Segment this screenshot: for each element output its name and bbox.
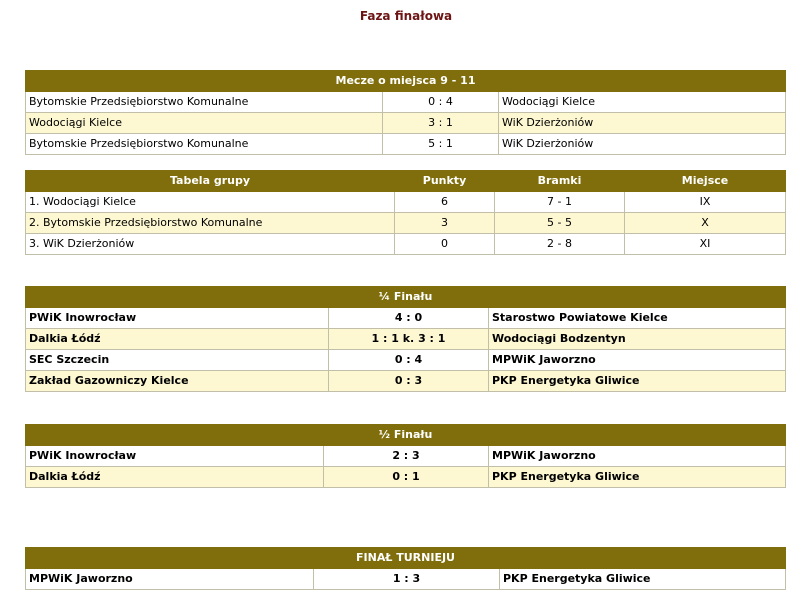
table-row — [26, 113, 786, 134]
team-name: 2. Bytomskie Przedsiębiorstwo Komunalne — [26, 213, 395, 234]
table-row — [26, 213, 786, 234]
match-score: 5 : 1 — [383, 134, 499, 155]
team-name: 3. WiK Dzierżoniów — [26, 234, 395, 255]
team-place: XI — [625, 234, 786, 255]
team-place: X — [625, 213, 786, 234]
away-team: PKP Energetyka Gliwice — [489, 467, 786, 488]
home-team: Zakład Gazowniczy Kielce — [26, 371, 329, 392]
team-points: 0 — [395, 234, 495, 255]
table-row — [26, 371, 786, 392]
team-goals: 7 - 1 — [495, 192, 625, 213]
match-score: 2 : 3 — [324, 446, 489, 467]
away-team: MPWiK Jaworzno — [489, 446, 786, 467]
home-team: Wodociągi Kielce — [26, 113, 383, 134]
home-team: Bytomskie Przedsiębiorstwo Komunalne — [26, 92, 383, 113]
home-team: MPWiK Jaworzno — [26, 569, 314, 590]
match-score: 3 : 1 — [383, 113, 499, 134]
places-9-11-header: Mecze o miejsca 9 - 11 — [26, 71, 786, 92]
away-team: Wodociągi Bodzentyn — [489, 329, 786, 350]
away-team: Wodociągi Kielce — [499, 92, 786, 113]
away-team: PKP Energetyka Gliwice — [500, 569, 786, 590]
group-table-header-team: Tabela grupy — [26, 171, 395, 192]
away-team: MPWiK Jaworzno — [489, 350, 786, 371]
table-row — [26, 134, 786, 155]
match-score: 1 : 1 k. 3 : 1 — [329, 329, 489, 350]
places-9-11-table — [25, 70, 786, 155]
table-row — [26, 192, 786, 213]
home-team: PWiK Inowrocław — [26, 446, 324, 467]
semifinals-header: ½ Finału — [26, 425, 786, 446]
away-team: WiK Dzierżoniów — [499, 113, 786, 134]
match-score: 0 : 4 — [383, 92, 499, 113]
table-row — [26, 446, 786, 467]
home-team: PWiK Inowrocław — [26, 308, 329, 329]
away-team: PKP Energetyka Gliwice — [489, 371, 786, 392]
match-score: 0 : 4 — [329, 350, 489, 371]
team-points: 6 — [395, 192, 495, 213]
group-table-header-goals: Bramki — [495, 171, 625, 192]
away-team: WiK Dzierżoniów — [499, 134, 786, 155]
match-score: 0 : 3 — [329, 371, 489, 392]
table-row — [26, 308, 786, 329]
table-row — [26, 569, 786, 590]
group-table-header-place: Miejsce — [625, 171, 786, 192]
group-table — [25, 170, 786, 255]
semifinals-table — [25, 424, 786, 488]
table-row — [26, 467, 786, 488]
home-team: Dalkia Łódź — [26, 329, 329, 350]
group-table-header-points: Punkty — [395, 171, 495, 192]
team-name: 1. Wodociągi Kielce — [26, 192, 395, 213]
table-row — [26, 234, 786, 255]
match-score: 4 : 0 — [329, 308, 489, 329]
final-header: FINAŁ TURNIEJU — [26, 548, 786, 569]
table-row — [26, 350, 786, 371]
team-goals: 2 - 8 — [495, 234, 625, 255]
page-title: Faza finałowa — [359, 9, 453, 23]
table-row — [26, 329, 786, 350]
away-team: Starostwo Powiatowe Kielce — [489, 308, 786, 329]
final-table — [25, 547, 786, 590]
match-score: 0 : 1 — [324, 467, 489, 488]
match-score: 1 : 3 — [314, 569, 500, 590]
team-place: IX — [625, 192, 786, 213]
team-goals: 5 - 5 — [495, 213, 625, 234]
home-team: Dalkia Łódź — [26, 467, 324, 488]
team-points: 3 — [395, 213, 495, 234]
quarterfinals-table — [25, 286, 786, 392]
home-team: SEC Szczecin — [26, 350, 329, 371]
quarterfinals-header: ¼ Finału — [26, 287, 786, 308]
home-team: Bytomskie Przedsiębiorstwo Komunalne — [26, 134, 383, 155]
table-row — [26, 92, 786, 113]
